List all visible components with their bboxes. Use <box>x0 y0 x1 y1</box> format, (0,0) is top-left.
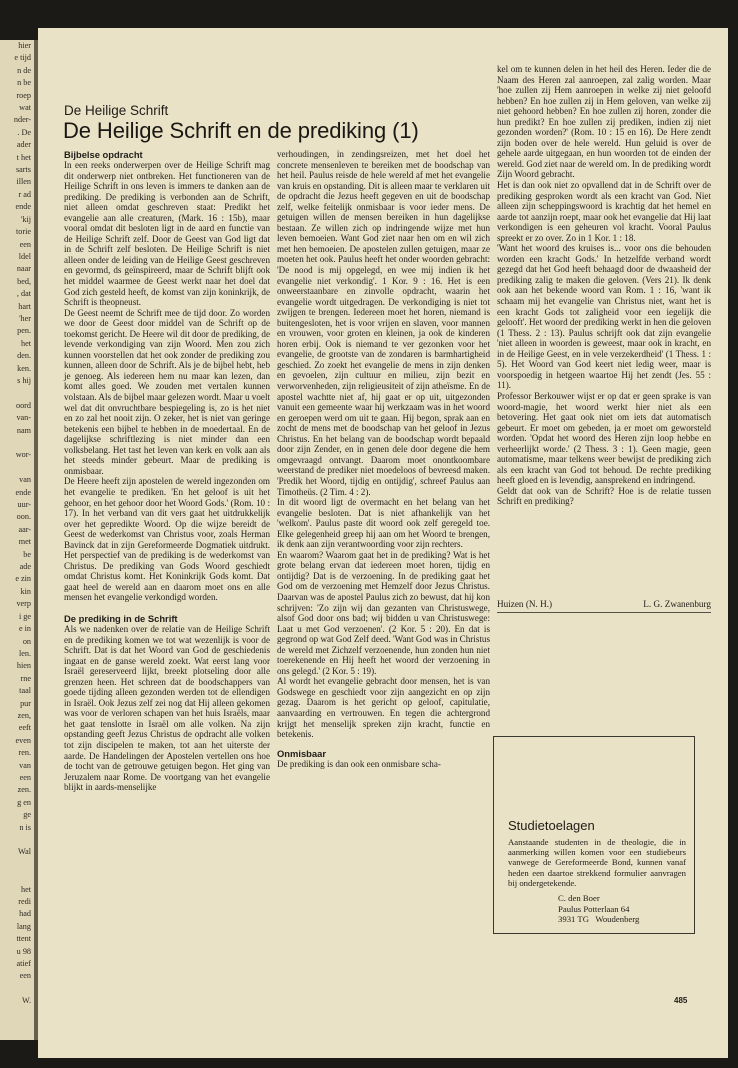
prev-page-fragment: van <box>19 475 31 485</box>
prev-page-fragment: aar- <box>18 524 31 534</box>
prev-page-fragment: ade <box>19 562 31 572</box>
prev-page-fragment: pen. <box>17 326 31 336</box>
prev-page-fragment: n de <box>17 65 31 75</box>
prev-page-fragment: torie <box>15 227 31 237</box>
prev-page-fragment: g en <box>17 797 31 807</box>
prev-page-fragment: 'her <box>19 313 31 323</box>
prev-page-fragment: redi <box>18 897 31 907</box>
prev-page-fragment: be <box>23 549 31 559</box>
prev-page-fragment: e tijd <box>14 53 31 63</box>
prev-page-fragment: ren. <box>18 748 31 758</box>
subheading: De prediking in de Schrift <box>64 612 178 624</box>
prev-page-fragment: atief <box>16 959 31 969</box>
prev-page-fragment: hier <box>18 41 31 50</box>
notice-address <box>558 893 639 925</box>
prev-page-fragment: zen, <box>17 710 31 720</box>
prev-page-fragment: eeft <box>18 723 31 733</box>
prev-page-fragment: n be <box>17 78 31 88</box>
prev-page-fragment: kin <box>20 586 31 596</box>
prev-page-fragment: sarts <box>15 165 31 175</box>
prev-page-fragment: t het <box>16 152 31 162</box>
divider <box>497 612 711 613</box>
prev-page-fragment: oord <box>15 400 31 410</box>
article-column-1 <box>64 149 270 793</box>
prev-page-fragment: n is <box>19 822 31 832</box>
prev-page-fragment: e zin <box>15 574 31 584</box>
prev-page-fragment: van <box>19 760 31 770</box>
paragraph: De prediking is dan ook een onmisbare scha- <box>277 758 441 769</box>
prev-page-fragment: hien <box>16 661 31 671</box>
prev-page-fragment: een <box>19 971 31 981</box>
section-label: De Heilige Schrift <box>64 103 169 118</box>
prev-page-fragment: wat <box>19 103 31 113</box>
prev-page-fragment: taal <box>19 686 31 696</box>
prev-page-fragment <box>0 462 34 474</box>
page-number: 485 <box>674 996 688 1005</box>
address-city: 3931 TG Woudenberg <box>558 914 640 925</box>
prev-page-fragment: s hij <box>17 375 31 385</box>
prev-page-fragment: . De <box>17 127 31 137</box>
prev-page-fragment <box>0 437 34 449</box>
paragraph: Het is dan ook niet zo opvallend dat in de Schrift over de prediking gesproken wordt als een kracht van God. Niet alleen zijn scheppingswoord is krachtig dat het hemel en aarde tot aanzijn roept, maar ook het evangelie dat Hij laat verkondigen is een geheuren vol kracht. Vooral Paulus spreekt er zo over. Zo in 1 Kor. 1 : 18. <box>497 180 711 243</box>
prev-page-fragment: pur <box>20 698 31 708</box>
article-column-3 <box>497 64 711 507</box>
prev-page-fragment <box>0 871 34 883</box>
prev-page-fragment: bed, <box>17 276 31 286</box>
paragraph: verhoudingen, in zendingsreizen, met het doel het concrete mensenleven te bereiken met de boodschap van het heil. Paulus reisde de hele wereld af met het evangelie van kruis en opstanding. Dit is alleen maar te verklaren uit de opdracht die Jezus heeft gegeven en uit de boodschap zelf, welke feitelijk onmisbaar is voor ieder mens. De getuigen willen de mensen bereiken in hun dagelijkse bestaan. Ze willen zich op indringende wijze met hun leven bemoeien. Want God ziet naar hen om en wil zich met hen bemoeien. De apostelen zullen getuigen, maar ze moeten het ook. Paulus heeft het onder woorden gebracht: 'De nood is mij opgelegd, en wee mij indien ik het evangelie niet verkondig'. 1 Kor. 9 : 16. Het is een onweerstaanbare en zinvolle opdracht, waarin het evangelie wordt uitgedragen. De verkondiging is niet tot zwijgen te brengen. Iedereen moet het horen, niemand is buitengesloten, het is voor vrijen en slaven, voor mannen en vrouwen, voor groten en kleinen, ja ook de kinderen horen erbij. Ook is niemand te ver gezonken voor het evangelie, de grootste van de zondaren is barmhartigheid geschied. Zo zoekt het evangelie de mens in zijn denken en gevoelen, zijn cultuur en milieu, zijn bezit en verworvenheden, zijn religieusiteit of zijn atheïsme. En de apostel wachtte niet af, hij gaat er op uit, uitgezonden vanuit een gemeente waar hij werkzaam was in het woord en geroepen werd om uit te gaan. Hij begon, sprak aan en zocht de mens met de boodschap van het geloof in Jezus Christus. En het belang van de boodschap wordt bepaald door zijn Zender, en in genen dele door degene die hem omgevraagd ontvangt. Daarom moet onontkoombare weerstand de prediker niet moedeloos of bevreesd maken. 'Predik het Woord, tijdig en ontijdig', schreef Paulus aan Timotheüs. (2 Tim. 4 : 2). <box>277 149 490 497</box>
prev-page-fragment: had <box>19 909 31 919</box>
paragraph: In dit woord ligt de overmacht en het belang van het evangelie besloten. Dat is niet afhankelijk van het 'welkom'. Paulus paste dit woord ook zelf geregeld toe. Elke gelegenheid greep hij aan om het Woord te brengen, ik denk aan zijn verantwoording voor zijn rechters. <box>277 497 490 550</box>
notice-body: Aanstaande studenten in de theologie, die in aanmerking willen komen voor een studiebeurs vanwege de Gereformeerde Bond, kunnen vanaf heden een daartoe strekkend formulier aanvragen bij ondergetekende. <box>508 837 686 888</box>
prev-page-fragment: even <box>15 735 31 745</box>
prev-page-fragment: illen <box>16 177 31 187</box>
prev-page-fragment: ge <box>23 810 31 820</box>
prev-page-fragment <box>0 859 34 871</box>
article-column-2 <box>277 149 490 769</box>
address-street: Paulus Potterlaan 64 <box>558 903 630 914</box>
prev-page-fragment: verp <box>16 599 31 609</box>
prev-page-fragment: naar <box>16 264 31 274</box>
prev-page-fragment: lang <box>16 921 31 931</box>
prev-page-fragment: i ge <box>18 611 31 621</box>
prev-page-fragment: roep <box>16 90 31 100</box>
subheading: Bijbelse opdracht <box>64 149 143 160</box>
prev-page-fragment: den. <box>17 351 31 361</box>
prev-page-fragment: ldel <box>18 251 31 261</box>
subheading: Onmisbaar <box>277 747 326 759</box>
prev-page-fragment: ader <box>16 140 31 150</box>
prev-page-fragment: van- <box>16 413 31 423</box>
paragraph: Geldt dat ook van de Schrift? Hoe is de relatie tussen Schrift en prediking? <box>497 485 711 507</box>
prev-page-fragment: met <box>18 537 31 547</box>
article-title: De Heilige Schrift en de prediking (1) <box>63 118 419 143</box>
prev-page-fragment: ende <box>15 487 31 497</box>
byline-author: L. G. Zwanenburg <box>643 599 711 609</box>
paragraph: De Heere heeft zijn apostelen de wereld ingezonden om het evangelie te prediken. 'En het geloof is uit het gehoor, en het gehoor door het Woord Gods.' (Rom. 10 : 17). In het verband van dit vers gaat het uitdrukkelijk over het gepredikte Woord. Op die wijze bereidt de Geest de wederkomst van Christus voor, zoals Herman Bavinck dat in zijn Gereformeerde Dogmatiek uitdrukt. Het perspectief van de prediking is de wederkomst van Christus. De prediking van Gods Woord geschiedt omdat Christus komt. Het Koninkrijk Gods komt. Dat gaat heel de wereld aan en daarom moet ons en alle mensen het evangelie verkondigd worden. <box>64 476 270 603</box>
prev-page-fragment: hart <box>18 301 31 311</box>
prev-page-fragment: wor- <box>15 450 31 460</box>
prev-page-fragment: 'kij <box>20 214 31 224</box>
prev-page-fragment: len. <box>18 648 31 658</box>
prev-page-fragment: nder- <box>13 115 31 125</box>
prev-page-fragment <box>0 387 34 399</box>
prev-page-fragment: nam <box>16 425 31 435</box>
prev-page-fragment: r ad <box>18 189 31 199</box>
prev-page-fragment: een <box>19 772 31 782</box>
notice-box <box>493 736 695 934</box>
paragraph: Als we nadenken over de relatie van de Heilige Schrift en de prediking komen we tot wat wezenlijk is voor de Schrift. Dat is dat het Woord van God de geschiedenis ingaat en de ganse wereld zoekt. Wat eerst lang voor Israël gereserveerd lijkt, breekt plotseling door alle grenzen heen. Het schreen dat de boodschappers van goede tijding alleen gezonden werden tot de ellendigen in Israël. Ook Jezus zelf zei nog dat Hij alleen gekomen was voor de verloren schapen van het huis Israëls, maar het gaat tenslotte in Israël om alle volken. Na zijn opstanding geeft Jezus Christus de opdracht alle volken tot zijn discipelen te maken, tot aan het uiterste der aarde. De Handelingen der Apostelen vertellen ons hoe de tocht van de getrouwe getuigen begon. Het ging van Jeruzalem naar Rome. De voortgang van het evangelie blijkt in aards-menselijke <box>64 623 270 793</box>
paragraph: En waarom? Waarom gaat het in de prediking? Wat is het grote belang ervan dat iedereen moet horen, tijdig en ontijdig? Dat is de verzoening. In de prediking gaat het God om de verzoening met Hemzelf door Jezus Christus. Daarvan was de apostel Paulus zich zo bewust, dat hij kon schrijven: 'Zo zijn wij dan gezanten van Christuswege, alsof God door ons bad; wij bidden u van Christuswege: Laat u met God verzoenen'. (2 Kor. 5 : 20). En dat is gegrond op wat God Zelf deed. 'Want God was in Christus de wereld met Zichzelf verzoenende, hun zonden hun niet toerekenende en Hij heeft het woord der verzoening in ons gelegd.' (2 Kor. 5 : 19). <box>277 549 490 676</box>
prev-page-fragment: het <box>20 884 31 894</box>
notice-title: Studietoelagen <box>508 818 595 833</box>
prev-page-fragment: Wal <box>18 847 31 857</box>
prev-page-fragment: W. <box>21 996 31 1006</box>
prev-page-fragment: on <box>22 636 31 646</box>
paragraph: Professor Berkouwer wijst er op dat er geen sprake is van woord-magie, het woord werkt hier niet als een betovering. Het gaat ook niet om iets dat automatisch gebeurt. Er moet om gebeden, ja er moet om geworsteld worden. 'Opdat het woord des Heren zijn loop hebbe en verheerlijkt worde.' (2 Thess. 3 : 1). Geen magie, geen automatisme, maar telkens weer bewijst de prediking zich als een kracht van God tot behoud. De rechte prediking heeft gloed en is levendig, aansprekend en indringend. <box>497 390 711 486</box>
paragraph: Al wordt het evangelie gebracht door mensen, het is van Godswege en geschiedt voor zijn aangezicht en op zijn gezag. Daarom is het gericht op geloof, capitulatie, aanvaarding en vertrouwen. En tegen die achtergrond krijgt het menselijk spreken zijn kracht, functie en betekenis. <box>277 676 490 740</box>
prev-page-fragment: een <box>19 239 31 249</box>
paragraph: 'Want het woord des kruises is... voor ons die behouden worden een kracht Gods.' In hetzelfde verband wordt gezegd dat het God heeft behaagd door de dwaasheid der prediking zalig te maken die geloven. (Vers 21). Ik denk ook aan het bekende woord van Rom. 1 : 16, 'want ik schaam mij het evangelie van Christus niet, want het is een kracht Gods tot zaligheid voor een iegelijk die gelooft'. Het woord der prediking werkt in hen die geloven (1 Thess. 2 : 13). Paulus schrijft ook dat zijn evangelie 'niet alleen in woorden is geweest, maar ook in kracht, en in de Heilige Geest, en in vele verzekerdheid' (1 Thess. 1 : 5). Het Woord van God keert niet ledig weer, maar is voorspoedig in hetgeen waartoe Hij het zendt (Jes. 55 : 11). <box>497 243 711 391</box>
paragraph: De Geest neemt de Schrift mee de tijd door. Zo worden we door de Geest door middel van de Schrift op de toekomst gericht. De Heere wil dit door de prediking, de levende verkondiging van zijn Woord. Men zou zich kunnen voorstellen dat het ook zonder de prediking zou kunnen, alleen door de Schrift. Als je de bijbel hebt, heb je genoeg. Als iedereen hem nu maar kan lezen, dan komt alles goed. We zouden met vertalen kunnen volstaan. Als de bijbel maar gelezen wordt. Maar u voelt wel dat dit onvruchtbare bespiegeling is, zo is het niet en zo zal het nooit zijn. O zeker, het is niet van geringe betekenis een bijbel te hebben in de moedertaal. En de dagelijkse schriftlezing is niet minder dan een volksbelang. Het tast het leven van kerk en volk aan als het steeds minder gebeurt. Maar de prediking is onmisbaar. <box>64 307 270 476</box>
prev-page-fragment: zen. <box>17 785 31 795</box>
prev-page-fragment <box>0 983 34 995</box>
address-name: C. den Boer <box>558 893 600 903</box>
prev-page-fragment: ken. <box>17 363 31 373</box>
prev-page-fragment: u 98 <box>16 946 31 956</box>
paragraph: kel om te kunnen delen in het heil des Heren. Ieder die de Naam des Heren zal aanroepen, zal zalig worden. Maar 'hoe zullen zij Hem aanroepen in welke zij niet geloofd hebben? En hoe zullen zij in Hem geloven, van welke zij niet gehoord hebben? En hoe zullen zij horen, zonder die hun predikt? En hoe zullen zij prediken, indien zij niet gezonden worden?' (Rom. 10 : 15 en 16). De Here zendt zijn boden over de hele wereld. Hun geluid is over de gehele aarde uitgegaan, en hun woorden tot de einden der wereld. God ziet naar de wereld om. In de prediking wordt Zijn Woord gebracht. <box>497 64 711 180</box>
paragraph: In een reeks onderwerpen over de Heilige Schrift mag dit onderwerp niet ontbreken. Het functioneren van de Heilige Schrift in ons leven is immers te danken aan de prediking. De prediking is verbonden aan de Schrift, niet alleen omdat geschreven staat: Predikt het evangelie aan alle creaturen, (Mark. 16 : 15b), maar vooral omdat dit besloten ligt in de aard en functie van de Heilige Schrift zelf. Door de Geest van God ligt dat in de Schrift zelf besloten. De Heilige Schrift is niet alleen onder de leiding van de Heilige Geest geschreven en gevormd, ds geïnspireerd, maar de Schrift blijft ook het middel waarmee de Geest werkt naar het doel dat God zich gesteld heeft, de komst van zijn koninkrijk, de Schrift is theopneust. <box>64 160 270 308</box>
prev-page-fragment: oon. <box>16 512 31 522</box>
prev-page-fragment: het <box>20 338 31 348</box>
prev-page-fragment: e in <box>18 624 31 634</box>
prev-page-fragment <box>0 834 34 846</box>
byline-place: Huizen (N. H.) <box>497 599 553 609</box>
prev-page-fragment: ttent <box>16 934 31 944</box>
prev-page-fragment: ende <box>15 202 31 212</box>
previous-page-edge <box>0 40 34 1040</box>
prev-page-fragment: rne <box>20 673 31 683</box>
prev-page-fragment: uur- <box>17 500 31 510</box>
prev-page-fragment: , dat <box>16 289 31 299</box>
